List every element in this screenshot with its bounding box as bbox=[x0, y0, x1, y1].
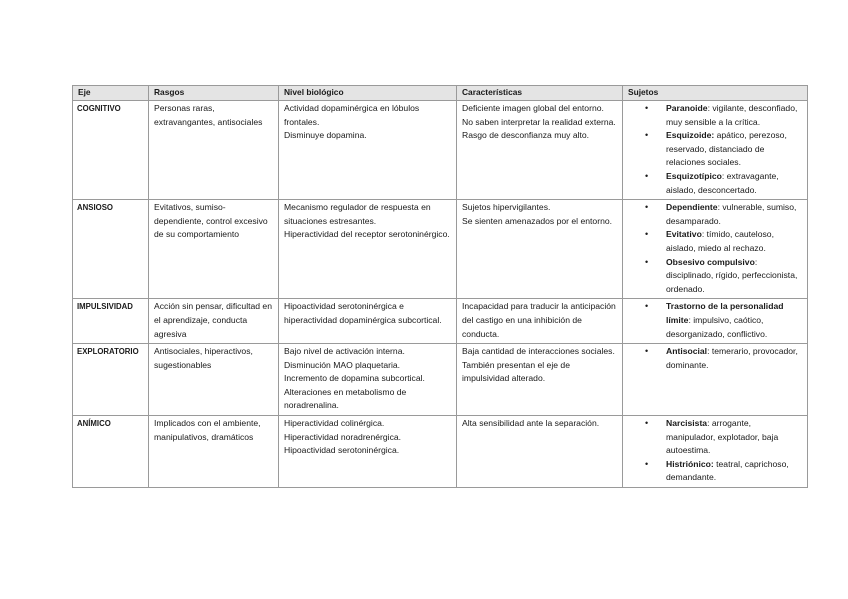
list-item bbox=[666, 201, 802, 228]
cell-caracteristicas-line: También presentan el eje de impulsividad alterado. bbox=[462, 359, 570, 384]
cell-eje: COGNITIVO bbox=[73, 101, 149, 200]
table-row bbox=[73, 101, 808, 200]
cell-sujetos bbox=[623, 101, 808, 200]
cell-nivel-biologico-line: Disminuye dopamina. bbox=[284, 130, 367, 141]
list-item bbox=[666, 417, 802, 458]
list-item bbox=[666, 345, 802, 372]
list-item bbox=[666, 300, 802, 341]
sujeto-term: Dependiente bbox=[666, 202, 718, 213]
cell-sujetos bbox=[623, 200, 808, 299]
sujetos-list bbox=[628, 201, 802, 296]
cell-sujetos bbox=[623, 299, 808, 344]
cell-nivel-biologico bbox=[279, 299, 457, 344]
cell-caracteristicas bbox=[457, 299, 623, 344]
cell-nivel-biologico-line: Hiperactividad del receptor serotoninérgico. bbox=[284, 229, 450, 240]
header-nivel-biologico: Nivel biológico bbox=[279, 86, 457, 101]
cell-nivel-biologico-line: Incremento de dopamina subcortical. Alteraciones en metabolismo de noradrenalina. bbox=[284, 373, 425, 411]
list-item bbox=[666, 170, 802, 197]
cell-sujetos bbox=[623, 344, 808, 416]
sujeto-description: : temerario, provocador, dominante. bbox=[666, 346, 798, 370]
cell-rasgos: Personas raras, extravangantes, antisociales bbox=[149, 101, 279, 200]
cell-caracteristicas-line: Se sienten amenazados por el entorno. bbox=[462, 215, 613, 226]
cell-nivel-biologico-line: Hiperactividad noradrenérgica. bbox=[284, 431, 402, 442]
sujetos-list bbox=[628, 417, 802, 485]
cell-nivel-biologico bbox=[279, 101, 457, 200]
cell-eje: ANSIOSO bbox=[73, 200, 149, 299]
sujeto-description: : vigilante, desconfiado, muy sensible a la crítica. bbox=[666, 103, 798, 127]
sujeto-description: : disciplinado, rígido, perfeccionista, ordenado. bbox=[666, 256, 798, 294]
cell-nivel-biologico-line: Actividad dopaminérgica en lóbulos frontales. bbox=[284, 103, 420, 127]
cell-caracteristicas-line: Baja cantidad de interacciones sociales. bbox=[462, 346, 615, 357]
cell-nivel-biologico-line: Hiperactividad colinérgica. bbox=[284, 418, 385, 429]
table-row bbox=[73, 299, 808, 344]
list-item bbox=[666, 458, 802, 485]
cell-caracteristicas-line: Incapacidad para traducir la anticipación del castigo en una inhibición de conducta. bbox=[462, 301, 616, 339]
cell-caracteristicas-line: Rasgo de desconfianza muy alto. bbox=[462, 130, 590, 141]
sujeto-term: Obsesivo compulsivo bbox=[666, 256, 755, 267]
sujeto-description: : tímido, cauteloso, aislado, miedo al rechazo. bbox=[666, 229, 774, 253]
cell-rasgos: Acción sin pensar, dificultad en el aprendizaje, conducta agresiva bbox=[149, 299, 279, 344]
cell-nivel-biologico-line: Hipoactividad serotoninérgica e hiperactividad dopaminérgica subcortical. bbox=[284, 301, 442, 325]
sujetos-list bbox=[628, 345, 802, 372]
cell-nivel-biologico-line: Disminución MAO plaquetaria. bbox=[284, 359, 401, 370]
header-eje: Eje bbox=[73, 86, 149, 101]
cell-caracteristicas bbox=[457, 416, 623, 488]
header-sujetos: Sujetos bbox=[623, 86, 808, 101]
sujeto-description: : extravagante, aislado, desconcertado. bbox=[666, 170, 779, 195]
sujeto-term: Histriónico: bbox=[666, 458, 714, 469]
sujeto-description: : impulsivo, caótico, desorganizado, conflictivo. bbox=[666, 314, 768, 339]
cell-nivel-biologico-line: Bajo nivel de activación interna. bbox=[284, 346, 405, 357]
sujeto-description: teatral, caprichoso, demandante. bbox=[666, 458, 789, 483]
cell-caracteristicas-line: Alta sensibilidad ante la separación. bbox=[462, 418, 600, 429]
sujeto-term: Esquizoide: bbox=[666, 130, 715, 141]
sujeto-term: Esquizotípico bbox=[666, 170, 722, 181]
cell-caracteristicas-line: Deficiente imagen global del entorno. bbox=[462, 103, 604, 113]
header-rasgos: Rasgos bbox=[149, 86, 279, 101]
cell-rasgos: Antisociales, hiperactivos, sugestionables bbox=[149, 344, 279, 416]
cell-caracteristicas bbox=[457, 200, 623, 299]
list-item bbox=[666, 129, 802, 170]
cell-nivel-biologico-line: Hipoactividad serotoninérgica. bbox=[284, 445, 400, 456]
cell-caracteristicas bbox=[457, 344, 623, 416]
sujeto-term: Evitativo bbox=[666, 229, 702, 240]
table-row bbox=[73, 200, 808, 299]
sujeto-description: : arrogante, manipulador, explotador, baja autoestima. bbox=[666, 418, 779, 456]
cell-eje: IMPULSIVIDAD bbox=[73, 299, 149, 344]
cell-sujetos bbox=[623, 416, 808, 488]
header-caracteristicas: Características bbox=[457, 86, 623, 101]
list-item bbox=[666, 102, 802, 129]
table-header-row bbox=[73, 86, 808, 101]
sujeto-term: Antisocial bbox=[666, 346, 708, 357]
cell-eje: EXPLORATORIO bbox=[73, 344, 149, 416]
sujetos-list bbox=[628, 102, 802, 197]
cell-nivel-biologico-line: Mecanismo regulador de respuesta en situaciones estresantes. bbox=[284, 202, 431, 226]
list-item bbox=[666, 256, 802, 297]
cell-nivel-biologico bbox=[279, 200, 457, 299]
sujeto-term: Narcisista bbox=[666, 418, 708, 429]
sujeto-description: apático, perezoso, reservado, distanciado de relaciones sociales. bbox=[666, 130, 787, 168]
table-row bbox=[73, 416, 808, 488]
cell-rasgos: Implicados con el ambiente, manipulativos, dramáticos bbox=[149, 416, 279, 488]
cell-eje: ANÍMICO bbox=[73, 416, 149, 488]
sujeto-description: : vulnerable, sumiso, desamparado. bbox=[666, 202, 797, 226]
table-row bbox=[73, 344, 808, 416]
sujeto-term: Paranoide bbox=[666, 103, 708, 113]
personality-axes-table bbox=[72, 85, 808, 488]
sujeto-term: Trastorno de la personalidad límite bbox=[666, 301, 784, 325]
cell-nivel-biologico bbox=[279, 344, 457, 416]
cell-nivel-biologico bbox=[279, 416, 457, 488]
cell-caracteristicas-line: Sujetos hipervigilantes. bbox=[462, 202, 551, 213]
cell-caracteristicas-line: No saben interpretar la realidad externa. bbox=[462, 116, 616, 127]
cell-caracteristicas bbox=[457, 101, 623, 200]
cell-rasgos: Evitativos, sumiso-dependiente, control excesivo de su comportamiento bbox=[149, 200, 279, 299]
sujetos-list bbox=[628, 300, 802, 341]
list-item bbox=[666, 228, 802, 255]
